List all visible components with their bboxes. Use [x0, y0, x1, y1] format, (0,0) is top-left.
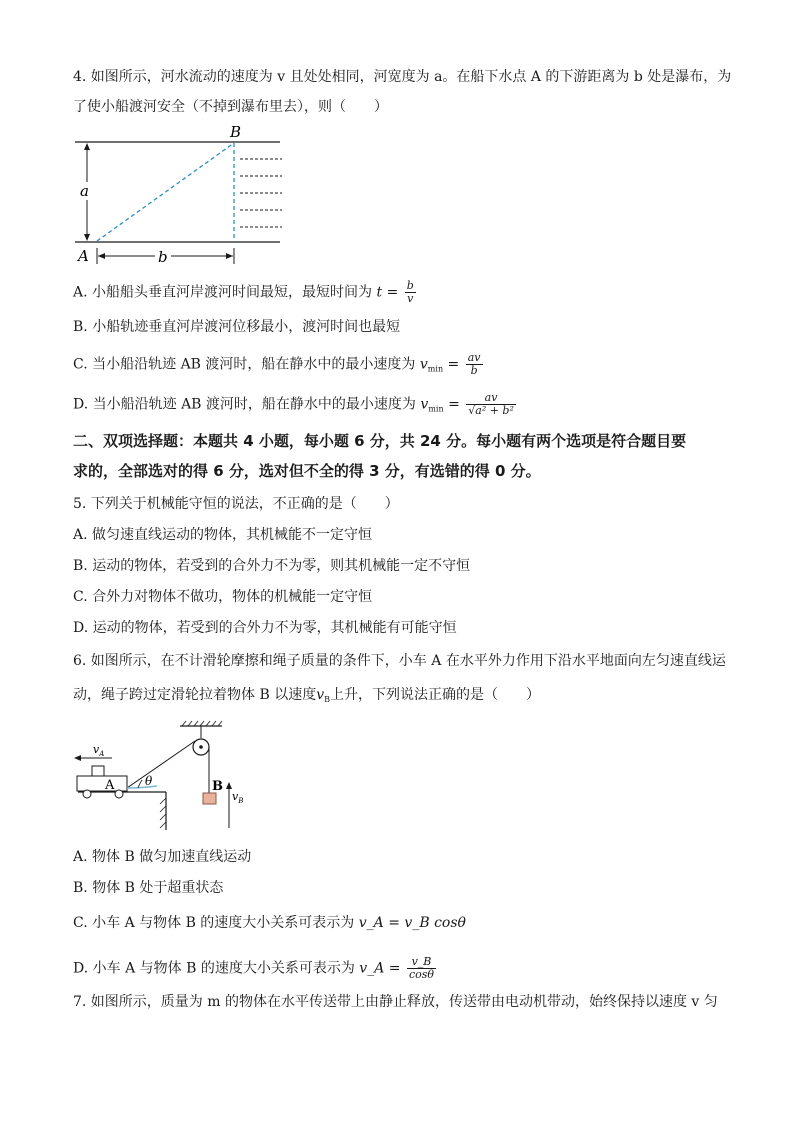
fraction-av-over-b: $\frac{av}{b}$ — [467, 351, 481, 377]
q6-stem-line1: 6. 如图所示，在不计滑轮摩擦和绳子质量的条件下，小车 A 在水平外力作用下沿水平地面向左匀速直线运 — [73, 653, 726, 669]
q4-option-d[interactable]: D. 当小船沿轨迹 AB 渡河时，船在静水中的最小速度为 $v_{min}$ = $\frac{av}{\text{√a² + b²}}$ — [73, 391, 514, 417]
label-theta: θ — [145, 774, 153, 788]
q4-option-b[interactable]: B. 小船轨迹垂直河岸渡河位移最小，渡河时间也最短 — [73, 319, 401, 335]
q4-stem-line2: 了使小船渡河安全（不掉到瀑布里去），则（ ） — [73, 99, 388, 115]
q5-option-d[interactable]: D. 运动的物体，若受到的合外力不为零，其机械能有可能守恒 — [73, 620, 457, 636]
block-B — [203, 793, 216, 804]
q6-pulley-figure — [72, 718, 262, 834]
section2-heading-line1: 二、双项选择题：本题共 4 小题，每小题 6 分，共 24 分。每小题有两个选项是符合题目要 — [73, 432, 687, 450]
q4-option-a[interactable]: A. 小船船头垂直河岸渡河时间最短，最短时间为 t = $\frac{b}{v}$ — [73, 279, 414, 305]
label-vA: $v_A$ — [93, 743, 105, 758]
q4-river-figure — [70, 124, 290, 270]
q6-option-c[interactable]: C. 小车 A 与物体 B 的速度大小关系可表示为 v_A = v_B cosθ — [73, 915, 466, 931]
q6-stem-line2: 动，绳子跨过定滑轮拉着物体 B 以速度$v_B$上升，下列说法正确的是（ ） — [73, 687, 540, 704]
label-vB: $v_B$ — [232, 790, 244, 805]
q6-option-b[interactable]: B. 物体 B 处于超重状态 — [73, 880, 224, 896]
q7-stem-line1: 7. 如图所示，质量为 m 的物体在水平传送带上由静止释放，传送带由电动机带动，始终保持以速度 v 匀 — [73, 994, 718, 1010]
rope-to-cart — [127, 741, 195, 788]
label-block-B: B — [212, 779, 223, 794]
fraction-av-over-sqrt: $\frac{av}{\text{√a² + b²}}$ — [468, 391, 514, 417]
path-AB — [97, 143, 234, 241]
q5-stem: 5. 下列关于机械能守恒的说法，不正确的是（ ） — [73, 496, 399, 512]
fraction-vB-over-cos: $\frac{v\_B}{\cos\theta}$ — [408, 955, 434, 981]
formula-vA-vB-cos: v_A = v_B cosθ — [358, 915, 466, 931]
q6-option-d[interactable]: D. 小车 A 与物体 B 的速度大小关系可表示为 v_A = $\frac{v\_B}{\cos\theta}$ — [73, 955, 434, 981]
label-b: b — [158, 248, 168, 266]
q5-option-b[interactable]: B. 运动的物体，若受到的合外力不为零，则其机械能一定不守恒 — [73, 558, 471, 574]
section2-heading-line2: 求的，全部选对的得 6 分，选对但不全的得 3 分，有选错的得 0 分。 — [73, 462, 541, 480]
waterfall-hatch — [240, 159, 282, 227]
label-A: A — [78, 247, 89, 265]
label-B: B — [230, 124, 242, 141]
fraction-b-over-v: $\frac{b}{v}$ — [406, 279, 414, 305]
label-a: a — [80, 182, 89, 200]
q4-option-c[interactable]: C. 当小船沿轨迹 AB 渡河时，船在静水中的最小速度为 $v_{min}$ = $\frac{av}{b}$ — [73, 351, 481, 377]
cart-A — [77, 766, 127, 798]
q5-option-c[interactable]: C. 合外力对物体不做功，物体的机械能一定守恒 — [73, 589, 373, 605]
q4-stem-line1: 4. 如图所示，河水流动的速度为 v 且处处相同，河宽度为 a。在船下水点 A 的下游距离为 b 处是瀑布，为 — [73, 69, 732, 85]
q6-option-a[interactable]: A. 物体 B 做匀加速直线运动 — [73, 849, 252, 865]
label-cart-A: A — [105, 778, 115, 793]
q5-option-a[interactable]: A. 做匀速直线运动的物体，其机械能不一定守恒 — [73, 527, 373, 543]
